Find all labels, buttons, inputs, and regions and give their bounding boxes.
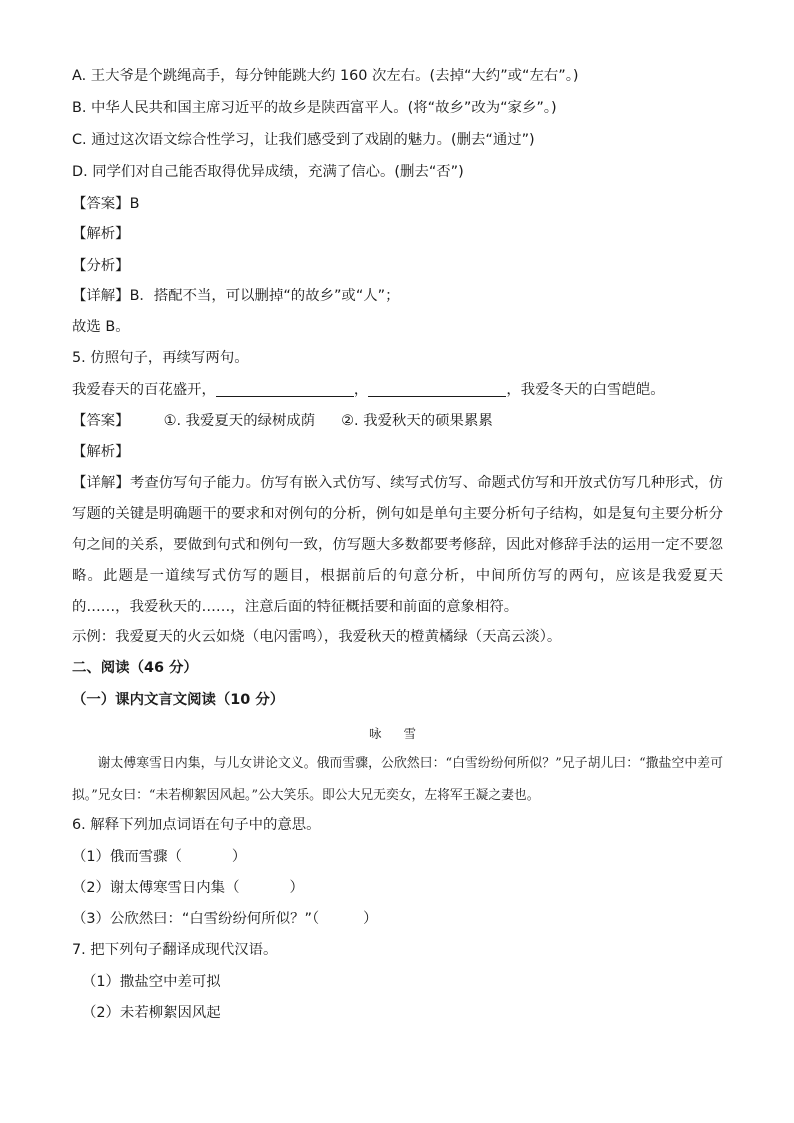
subsection-heading: （一）课内文言文阅读（10 分） [72,692,285,708]
classical-passage: 谢太傅寒雪日内集，与儿女讲论文义。俄而雪骤，公欣然曰：“白雪纷纷何所似？”兄子胡儿曰：“撒盐空中差可拟。”兄女曰：“未若柳絮因风起。”公大笑乐。即公大兄无奕女，左将军王凝之妻也。 [72,756,723,803]
q5-prompt-end: ，我爱冬天的白雪皑皑。 [506,382,665,398]
q5-prompt-start: 我爱春天的百花盛开， [72,382,216,398]
close-paren: ） [231,849,247,865]
q4-answer: 【答案】B [72,196,140,212]
q6-question: 6. 解释下列加点词语在句子中的意思。 [72,817,321,833]
q6-item-1-text: （1）俄而雪骤（ [72,849,182,865]
q4-conclusion: 故选 B。 [72,319,130,335]
poem-title: 咏 雪 [369,726,425,741]
option-c: C. 通过这次语文综合性学习，让我们感受到了戏剧的魅力。(删去“通过”) [72,132,535,148]
q7-item-1: （1）撒盐空中差可拟 [82,974,221,990]
q5-answer-2: ②. 我爱秋天的硕果累累 [341,413,493,429]
q5-answer-label: 【答案】 [72,413,130,429]
q7-question: 7. 把下列句子翻译成现代汉语。 [72,942,278,958]
q5-prompt [72,380,665,400]
close-paren: ） [289,880,304,896]
q6-item-2-text: （2）谢太傅寒雪日内集（ [72,880,240,896]
q6-item-2 [72,878,304,898]
q6-item-3 [72,909,378,929]
q7-item-2: （2）未若柳絮因风起 [82,1005,221,1021]
q5-analysis-header: 【解析】 [72,444,130,460]
q4-detail: 【详解】B．搭配不当，可以删掉“的故乡”或“人”； [72,288,400,304]
q5-prompt-comma: ， [353,382,369,398]
blank-2[interactable] [368,380,506,397]
option-b: B. 中华人民共和国主席习近平的故乡是陕西富平人。(将“故乡”改为“家乡”。) [72,100,557,116]
q5-detail: 【详解】考查仿写句子能力。仿写有嵌入式仿写、续写式仿写、命题式仿写和开放式仿写几种形式，仿写题的关键是明确题干的要求和对例句的分析，例句如是单句主要分析句子结构，如是复句主要分析分句之间的关系，要做到句式和例句一致，仿写题大多数都要考修辞，因此对修辞手法的运用一定不要忽略。此题是一道续写式仿写的题目，根据前后的句意分析，中间所仿写的两句，应该是我爱夏天的……，我爱秋天的……，注意后面的特征概括要和前面的意象相符。 [72,475,723,615]
close-paren: ） [363,911,378,927]
q5-answer-1: ①. 我爱夏天的绿树成荫 [163,413,316,429]
option-a: A. 王大爷是个跳绳高手，每分钟能跳大约 160 次左右。(去掉“大约”或“左右”。) [72,68,579,84]
q5-question: 5. 仿照句子，再续写两句。 [72,350,249,366]
q5-answer-row [72,411,493,431]
q6-item-1 [72,847,246,867]
section-heading: 二、阅读（46 分） [72,660,198,676]
option-d: D. 同学们对自己能否取得优异成绩，充满了信心。(删去“否”) [72,164,464,180]
blank-1[interactable] [216,380,354,397]
q4-fenxi-header: 【分析】 [72,258,130,274]
q6-item-3-text: （3）公欣然曰：“白雪纷纷何所似？”（ [72,911,320,927]
q4-analysis-header: 【解析】 [72,226,130,242]
q5-example: 示例：我爱夏天的火云如烧（电闪雷鸣），我爱秋天的橙黄橘绿（天高云淡）。 [72,629,562,645]
